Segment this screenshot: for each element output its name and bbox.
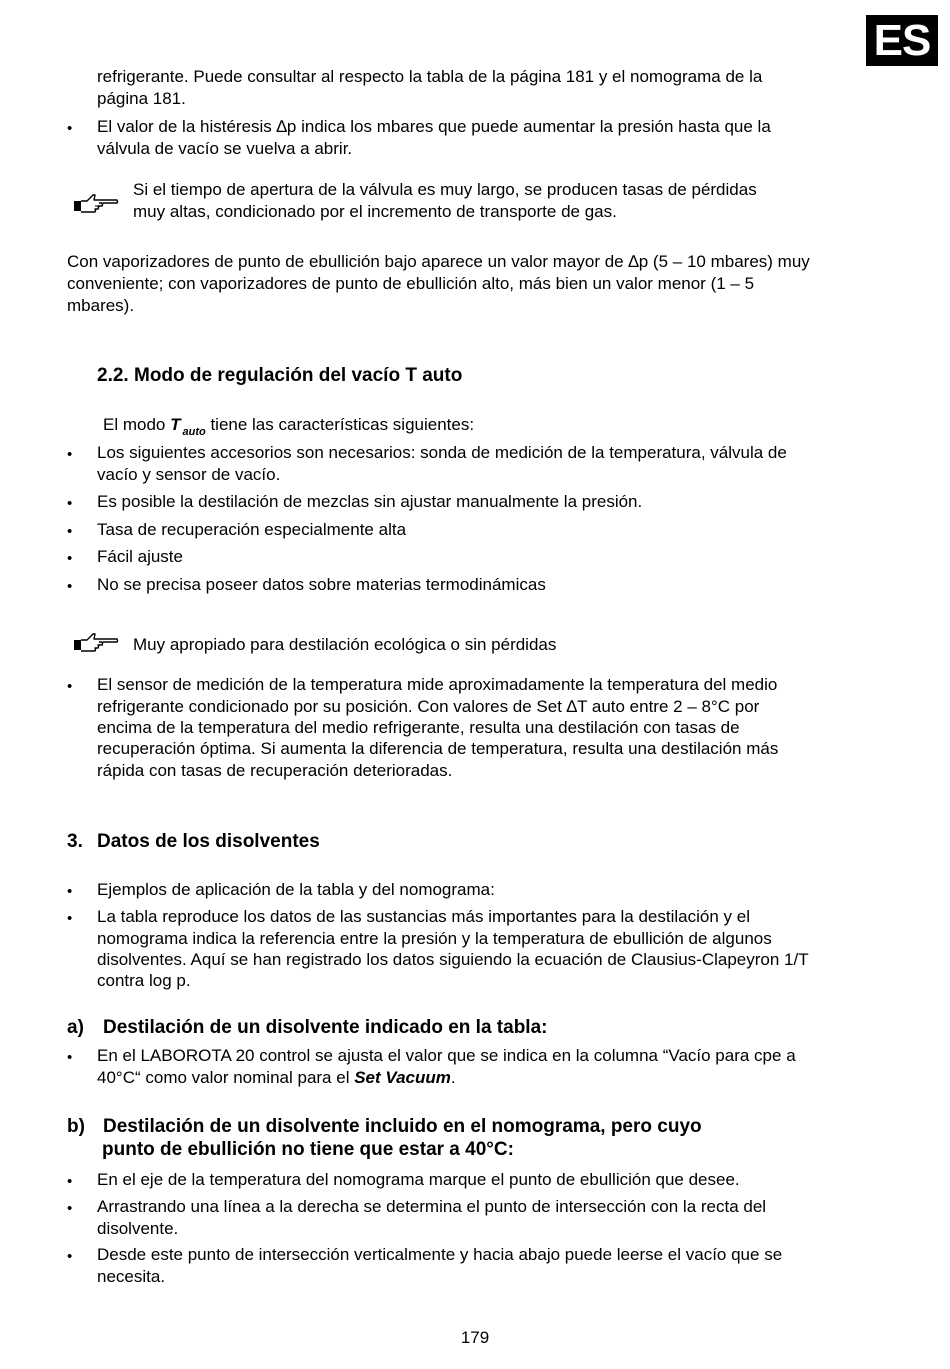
hysteresis-line-1: El valor de la histéresis ∆p indica los mbares que puede aumentar la presión hasta que la xyxy=(97,117,771,136)
bullet-dot: • xyxy=(67,550,73,567)
tauto-T: T xyxy=(170,415,181,434)
note1-line-2: muy altas, condicionado por el incremento de transporte de gas. xyxy=(133,202,617,221)
tauto-b6-line-5: rápida con tasas de recuperación deterioradas. xyxy=(97,761,453,780)
tauto-b6-line-2: refrigerante condicionado por su posición. Con valores de Set ∆T auto entre 2 – 8°C por xyxy=(97,697,760,716)
bullet-dot: • xyxy=(67,1248,73,1265)
s3-b2-line-3: disolventes. Aquí se han registrado los datos siguiendo la ecuación de Clausius-Clapeyron 1/T xyxy=(97,950,809,969)
section-2-2-number: 2.2. xyxy=(97,365,129,386)
section-3-number: 3. xyxy=(67,831,83,852)
bullet-dot: • xyxy=(67,446,73,463)
a-b1-line-1: En el LABOROTA 20 control se ajusta el valor que se indica en la columna “Vacío para cpe a xyxy=(97,1046,796,1065)
language-tab: ES xyxy=(866,15,938,66)
tauto-b2: Es posible la destilación de mezclas sin ajustar manualmente la presión. xyxy=(97,492,643,511)
b-b3-line-1: Desde este punto de intersección verticalmente y hacia abajo puede leerse el vacío que se xyxy=(97,1245,783,1264)
section-3-title: Datos de los disolventes xyxy=(97,831,320,852)
s3-b2-line-1: La tabla reproduce los datos de las sustancias más importantes para la destilación y el xyxy=(97,907,750,926)
b-b1: En el eje de la temperatura del nomograma marque el punto de ebullición que desee. xyxy=(97,1170,740,1189)
tauto-intro: El modo T $_{auto}$ tiene las características siguientes: xyxy=(103,415,475,438)
tauto-b6-line-4: recuperación óptima. Si aumenta la diferencia de temperatura, resulta una destilación más xyxy=(97,739,779,758)
subsection-a-label: a) xyxy=(67,1017,84,1038)
bullet-dot: • xyxy=(67,523,73,540)
a-b1-line-2: 40°C“ como valor nominal para el Set Vacuum. xyxy=(97,1068,456,1087)
bullet-dot: • xyxy=(67,883,73,900)
tauto-subscript: auto xyxy=(182,426,206,438)
tauto-b1-line-2: vacío y sensor de vacío. xyxy=(97,465,281,484)
hysteresis-line-2: válvula de vacío se vuelva a abrir. xyxy=(97,139,353,158)
pointing-hand-icon xyxy=(73,191,119,213)
continuation-line-1: refrigerante. Puede consultar al respecto la tabla de la página 181 y el nomograma de la xyxy=(97,67,763,86)
pointing-hand-icon xyxy=(73,630,119,652)
bullet-dot: • xyxy=(67,910,73,927)
tauto-b3: Tasa de recuperación especialmente alta xyxy=(97,520,407,539)
bullet-dot: • xyxy=(67,1173,73,1190)
tauto-b4: Fácil ajuste xyxy=(97,547,183,566)
tauto-b6-line-3: encima de la temperatura del medio refrigerante, resulta una destilación con tasas de xyxy=(97,718,740,737)
tauto-b1-line-1: Los siguientes accesorios son necesarios: sonda de medición de la temperatura, válvula de xyxy=(97,443,787,462)
set-vacuum-term: Set Vacuum xyxy=(354,1068,451,1087)
bullet-dot: • xyxy=(67,678,73,695)
s3-b2-line-4: contra log p. xyxy=(97,971,191,990)
subsection-b-title-line-2: punto de ebullición no tiene que estar a 40°C: xyxy=(102,1139,514,1160)
b-b3-line-2: necesita. xyxy=(97,1267,166,1286)
bullet-dot: • xyxy=(67,578,73,595)
subsection-b-title-line-1: Destilación de un disolvente incluido en el nomograma, pero cuyo xyxy=(103,1116,702,1137)
para-line-3: mbares). xyxy=(67,296,135,315)
continuation-line-2: página 181. xyxy=(97,89,186,108)
bullet-dot: • xyxy=(67,1200,73,1217)
para-line-1: Con vaporizadores de punto de ebullición bajo aparece un valor mayor de ∆p (5 – 10 mbares) muy xyxy=(67,252,810,271)
para-line-2: conveniente; con vaporizadores de punto de ebullición alto, más bien un valor menor (1 – 5 xyxy=(67,274,755,293)
section-2-2-title: Modo de regulación del vacío T auto xyxy=(134,365,463,386)
bullet-dot: • xyxy=(67,1049,73,1066)
subsection-b-label: b) xyxy=(67,1116,85,1137)
subsection-a-title: Destilación de un disolvente indicado en la tabla: xyxy=(103,1017,548,1038)
page-number: 179 xyxy=(460,1328,490,1347)
b-b2-line-1: Arrastrando una línea a la derecha se determina el punto de intersección con la recta del xyxy=(97,1197,767,1216)
bullet-dot: • xyxy=(67,120,73,137)
s3-b2-line-2: nomograma indica la referencia entre la presión y la temperatura de ebullición de algunos xyxy=(97,929,772,948)
note2: Muy apropiado para destilación ecológica o sin pérdidas xyxy=(133,635,557,654)
note1-line-1: Si el tiempo de apertura de la válvula es muy largo, se producen tasas de pérdidas xyxy=(133,180,757,199)
s3-b1: Ejemplos de aplicación de la tabla y del nomograma: xyxy=(97,880,495,899)
b-b2-line-2: disolvente. xyxy=(97,1219,179,1238)
tauto-b5: No se precisa poseer datos sobre materias termodinámicas xyxy=(97,575,546,594)
bullet-dot: • xyxy=(67,495,73,512)
tauto-b6-line-1: El sensor de medición de la temperatura mide aproximadamente la temperatura del medio xyxy=(97,675,778,694)
